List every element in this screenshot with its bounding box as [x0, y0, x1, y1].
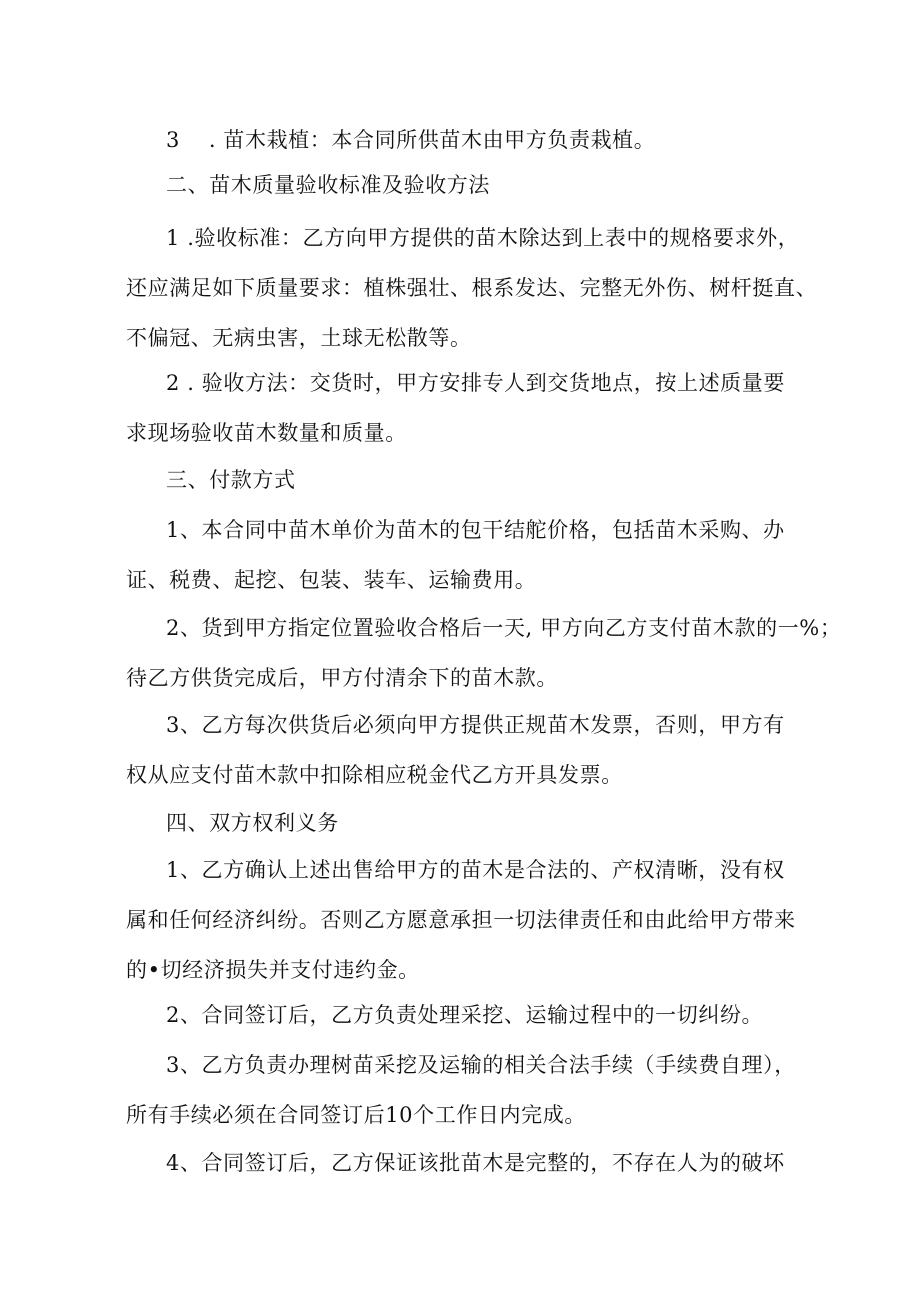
text-line: 2 . 验收方法：交货时，甲方安排专人到交货地点，按上述质量要 [166, 371, 785, 395]
text-line: 所有手续必须在合同签订后10个工作日内完成。 [126, 1103, 586, 1127]
paragraph-payment-schedule [126, 603, 842, 703]
text-line: 3、乙方每次供货后必须向甲方提供正规苗木发票，否则，甲方有 [166, 713, 785, 737]
text-line: 权从应支付苗木款中扣除相应税金代乙方开具发票。 [126, 763, 623, 787]
paragraph-disputes [126, 990, 806, 1040]
section-heading-rights [126, 798, 806, 848]
section-heading-quality [126, 160, 806, 210]
text-line: 1、乙方确认上述出售给甲方的苗木是合法的、产权清晰，没有权 [166, 858, 785, 882]
text-line: 二、苗木质量验收标准及验收方法 [166, 173, 490, 197]
text-line: 待乙方供货完成后，甲方付清余下的苗木款。 [126, 666, 558, 690]
text-line: 3 . 苗木栽植：本合同所供苗木由甲方负责栽植。 [166, 128, 656, 152]
text-line: 不偏冠、无病虫害，土球无松散等。 [126, 326, 472, 350]
paragraph-acceptance-standard [126, 213, 818, 363]
paragraph-payment-price [126, 505, 806, 605]
paragraph-procedures [126, 1040, 806, 1140]
text-line: 三、付款方式 [166, 468, 296, 492]
text-line: 的•切经济损失并支付违约金。 [126, 958, 420, 982]
text-line: 求现场验收苗木数量和质量。 [126, 421, 407, 445]
text-line: 属和任何经济纠纷。否则乙方愿意承担一切法律责任和由此给甲方带来 [126, 908, 796, 932]
text-line: 四、双方权利义务 [166, 811, 339, 835]
paragraph-integrity [126, 1138, 806, 1188]
paragraph-legal-ownership [126, 845, 806, 995]
text-line: 还应满足如下质量要求：植株强壮、根系发达、完整无外伤、树杆挺直、 [126, 276, 818, 300]
text-line: 1 .验收标准：乙方向甲方提供的苗木除达到上表中的规格要求外， [166, 226, 800, 250]
paragraph-planting [126, 115, 806, 165]
text-line: 2、货到甲方指定位置验收合格后一天, 甲方向乙方支付苗木款的一%； [166, 616, 842, 640]
text-line: 3、乙方负责办理树苗采挖及运输的相关合法手续（手续费自理）， [166, 1053, 796, 1077]
paragraph-invoice [126, 700, 806, 800]
section-heading-payment [126, 455, 806, 505]
paragraph-acceptance-method [126, 358, 806, 458]
text-line: 1、本合同中苗木单价为苗木的包干结舵价格，包括苗木采购、办 [166, 518, 785, 542]
text-line: 证、税费、起挖、包装、装车、运输费用。 [126, 568, 537, 592]
text-line: 4、合同签订后，乙方保证该批苗木是完整的，不存在人为的破坏 [166, 1151, 785, 1175]
text-line: 2、合同签订后，乙方负责处理采挖、运输过程中的一切纠纷。 [166, 1003, 764, 1027]
